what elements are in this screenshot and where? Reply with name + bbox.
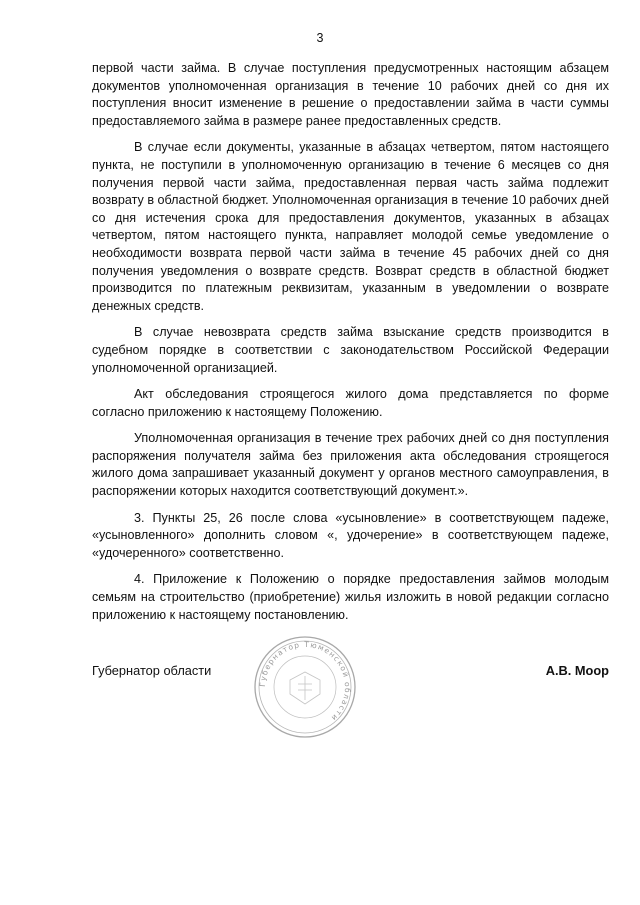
document-body xyxy=(92,60,609,633)
paragraph-continuation: первой части займа. В случае поступления предусмотренных настоящим абзацем документов уполномоченная организация в течение 10 рабочих дней со дня их поступления вносит изменение в решение о предоставлении займа в части суммы предоставляемого займа в размере ранее предоставленных средств. xyxy=(92,61,609,128)
paragraph-inspection-act: Акт обследования строящегося жилого дома представляется по форме согласно приложению к настоящему Положению. xyxy=(92,387,609,419)
official-seal xyxy=(250,632,360,742)
paragraph-item-3: 3. Пункты 25, 26 после слова «усыновление» в соответствующем падеже, «усыновленного» дополнить словом «, удочерение» в соответствующем падеже, «удочеренного» соответственно. xyxy=(92,510,609,560)
paragraph-return-of-loan: В случае если документы, указанные в абзацах четвертом, пятом настоящего пункта, не поступили в уполномоченную организацию в течение 6 месяцев со дня получения первой части займа, предоставленная первая часть займа подлежит возврату в областной бюджет. Уполномоченная организация в течение 10 рабочих дней со дня истечения срока для предоставления документов, указанных в абзацах четвертом, пятом настоящего пункта, направляет молодой семье уведомление о необходимости возврата первой части займа в течение 45 рабочих дней со дня получения уведомления о возврате средств. Возврат средств в областной бюджет производится по платежным реквизитам, указанным в уведомлении о возврате денежных средств. xyxy=(92,140,609,313)
signatory-title: Губернатор области xyxy=(92,663,212,678)
svg-text:Губернатор Тюменской области: Губернатор Тюменской области xyxy=(257,639,353,724)
paragraph-item-4: 4. Приложение к Положению о порядке предоставления займов молодым семьям на строительство (приобретение) жилья изложить в новой редакции согласно приложению к настоящему постановлению. xyxy=(92,572,609,622)
page-number: 3 xyxy=(316,31,324,45)
paragraph-court-recovery: В случае невозврата средств займа взыскание средств производится в судебном порядке в соответствии с законодательством Российской Федерации уполномоченной организацией. xyxy=(92,325,609,375)
signatory-name: А.В. Моор xyxy=(545,663,609,678)
paragraph-request-document: Уполномоченная организация в течение трех рабочих дней со дня поступления распоряжения получателя займа без приложения акта обследования строящегося жилого дома запрашивает указанный документ у органов местного самоуправления, в распоряжении которых находится соответствующий документ.». xyxy=(92,431,609,499)
